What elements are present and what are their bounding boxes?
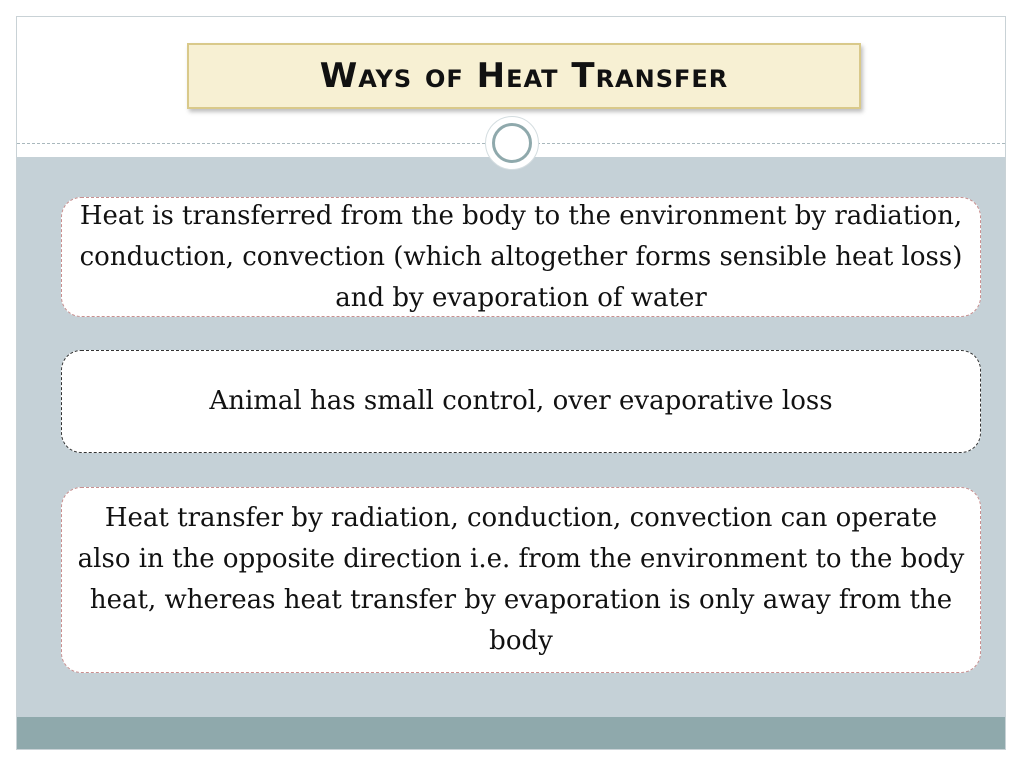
title-box [187,43,861,109]
card-1-text: Heat is transferred from the body to the environment by radiation, conduction, convection (which altogether forms sensible heat loss) and by evaporation of water [79,200,963,313]
text-card-3 [61,487,981,673]
text-card-1 [61,197,981,317]
slide [16,16,1006,750]
card-3-text: Heat transfer by radiation, conduction, convection can operate also in the opposite direction i.e. from the environment to the body heat, whereas heat transfer by evaporation is only away from the body [77,503,965,656]
slide-title: Ways of Heat Transfer [319,56,729,96]
card-2-text: Animal has small control, over evaporative loss [209,386,833,416]
ring-inner [492,123,532,163]
text-card-2 [61,350,981,453]
ring-icon [485,116,539,170]
footer-band [17,717,1005,750]
